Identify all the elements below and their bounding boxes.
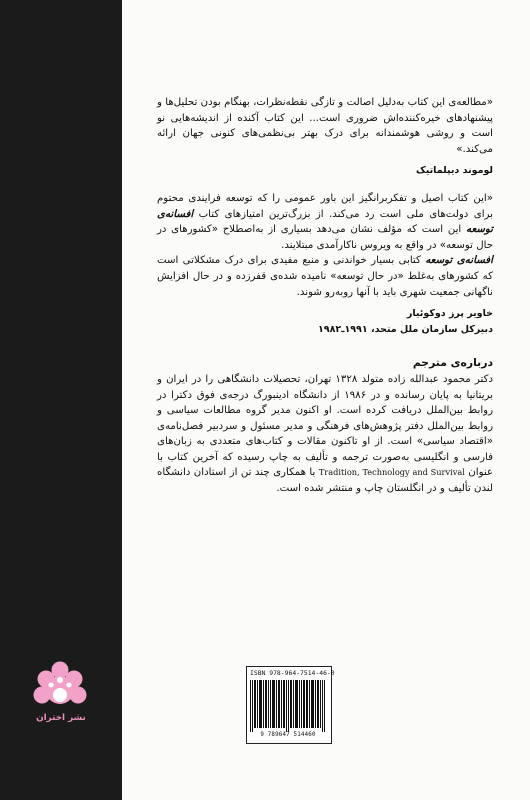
publisher-logo-icon xyxy=(31,655,89,713)
back-cover-text xyxy=(157,95,493,497)
barcode-icon xyxy=(250,680,326,732)
quote-le-monde: «مطالعه‌ی این کتاب به‌دلیل اصالت و تازگی نقطه‌نظرات، بهنگام بودن تحلیل‌ها و پیشنهادهای خیره‌کننده‌اش ضروری است... این کتاب آکنده از اندیشه‌هایی نو است و روشی هوشمندانه برای درک بهتر بی‌نظمی‌های کنونی جهان ارائه می‌کند.» xyxy=(157,97,493,155)
quote-part-2: این است که مؤلف نشان می‌دهد بسیاری از به‌اصطلاح «کشورهای در حال توسعه» در واقع به ویروس ناکارآمدی مبتلایند. xyxy=(157,224,493,251)
isbn-label: ISBN 978-964-7514-46-0 xyxy=(250,669,335,677)
quote-paragraph-2-text: کتابی بسیار خواندنی و منبع مفیدی برای درک مشکلاتی است که کشورهای به‌غلط «در حال توسعه» نامیده شده‌ی قفرزده و در حال افزایش ناگهانی جمعیت شهری باید با آنها روبه‌رو شوند. xyxy=(157,255,493,298)
quote-part-1: «این کتاب اصیل و تفکربرانگیز این باور عمومی را که توسعه فرایندی محتوم برای دولت‌های ملی است رد می‌کند. از بزرگ‌ترین امتیازهای کتاب xyxy=(157,192,493,220)
quote-perez-de-cuellar-paragraph-2 xyxy=(157,253,493,300)
english-book-title: Tradition, Technology and Survival xyxy=(318,467,465,478)
translator-heading: درباره‌ی مترجم xyxy=(412,356,493,370)
quote-le-monde-source: لوموند دیپلماتیک xyxy=(415,165,493,177)
quote-source-name: خاویر پرز دوکوئیار xyxy=(406,308,493,320)
translator-bio-text-2: با همکاری چند تن از استادان دانشگاه لندن تألیف و در انگلستان چاپ و منتشر شده است. xyxy=(157,467,493,495)
book-title-2: افسانه‌ی توسعه xyxy=(425,255,493,267)
quote-source-role: دبیرکل سازمان ملل متحد، ۱۹۹۱ـ۱۹۸۲ xyxy=(318,323,493,335)
barcode-digits: 9 789647 514460 xyxy=(260,732,316,738)
translator-bio xyxy=(157,372,493,497)
publisher-name: نشر اختران xyxy=(36,713,86,723)
quote-perez-de-cuellar-paragraph-1 xyxy=(157,191,493,253)
book-title: افسانه‌ی توسعه xyxy=(157,208,493,236)
translator-bio-text-1: دکتر محمود عبدالله زاده متولد ۱۳۲۸ تهران، تحصیلات دانشگاهی را در ایران و بریتانیا به پایان رسانده و در ۱۹۸۶ از دانشگاه ادینبورگ درجه‌ی فوق دکترا در روابط بین‌الملل دریافت کرده است. او اکنون مدیر گروه مطالعات سیاسی و روابط بین‌الملل دفتر پژوهش‌های فرهنگی و مدیر مسئول و سردبیر فصل‌نامه‌ی «اقتصاد سیاسی» است. از او تاکنون مقالات و کتاب‌های متعددی به زبان‌های فارسی و انگلیسی به‌صورت ترجمه و تألیف به چاپ رسیده که آخرین کتاب با عنوان xyxy=(157,373,494,479)
